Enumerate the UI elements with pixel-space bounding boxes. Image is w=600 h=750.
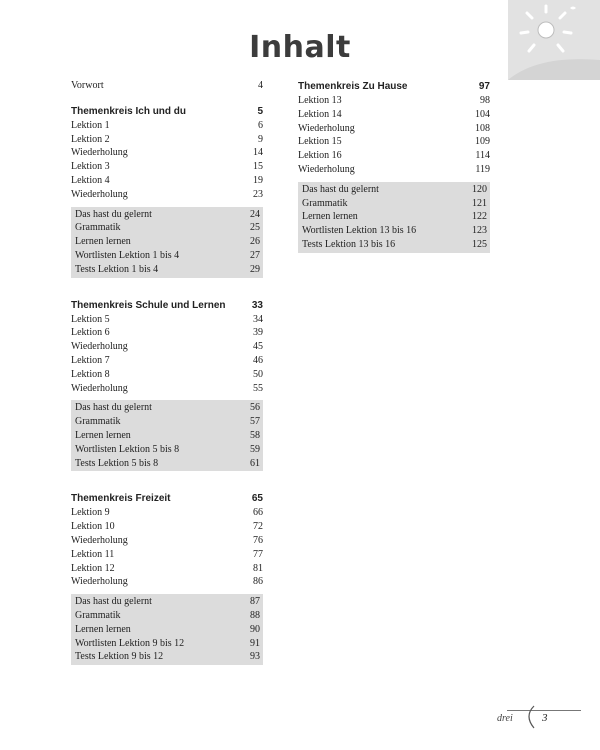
section-title: Themenkreis Schule und Lernen	[71, 299, 226, 311]
entry-label: Lernen lernen	[302, 211, 358, 223]
toc-entry[interactable]	[75, 443, 260, 457]
entry-page: 120	[472, 183, 487, 195]
toc-entry[interactable]	[75, 415, 260, 429]
entry-page: 108	[475, 122, 490, 134]
toc-entry[interactable]	[75, 401, 260, 415]
entry-page: 58	[250, 429, 260, 441]
toc-entry[interactable]	[75, 457, 260, 471]
toc-entry[interactable]	[75, 637, 260, 651]
page-title: Inhalt	[249, 30, 351, 65]
entry-page: 90	[250, 623, 260, 635]
entry-label: Tests Lektion 9 bis 12	[75, 651, 164, 663]
section-page: 33	[251, 299, 263, 311]
entry-label: Wiederholung	[298, 122, 355, 134]
toc-entry[interactable]	[298, 149, 490, 163]
toc-entry[interactable]	[71, 313, 263, 327]
entry-label: Lektion 12	[71, 562, 115, 574]
toc-entry[interactable]	[71, 534, 263, 548]
entry-label: Lektion 15	[298, 136, 342, 148]
entry-label: Lektion 5	[71, 313, 110, 325]
section-page: 97	[478, 81, 490, 92]
entry-page: 93	[250, 651, 260, 663]
entry-label: Wiederholung	[298, 163, 355, 175]
toc-entry[interactable]	[75, 609, 260, 623]
toc-entry[interactable]	[298, 122, 490, 136]
entry-page: 9	[258, 133, 263, 145]
entry-page: 72	[253, 521, 263, 533]
entry-page: 46	[253, 354, 263, 366]
entry-label: Wiederholung	[71, 382, 128, 394]
toc-entry[interactable]	[75, 429, 260, 443]
entry-page: 77	[253, 548, 263, 560]
entry-label: Wortlisten Lektion 13 bis 16	[302, 225, 417, 237]
toc-entry[interactable]	[71, 562, 263, 576]
entry-label: Grammatik	[75, 416, 121, 428]
sun-icon	[508, 0, 600, 80]
entry-page: 26	[250, 236, 260, 248]
entry-page: 19	[253, 174, 263, 186]
toc-entry[interactable]	[302, 224, 487, 238]
toc-entry[interactable]	[298, 108, 490, 122]
entry-label: Lektion 14	[298, 108, 342, 120]
toc-entry[interactable]	[298, 135, 490, 149]
entry-page: 29	[250, 263, 260, 275]
entry-label: Wiederholung	[71, 341, 128, 353]
entry-page: 125	[472, 238, 487, 250]
entry-page: 34	[253, 313, 263, 325]
toc-entry[interactable]	[75, 595, 260, 609]
toc-entry[interactable]	[71, 548, 263, 562]
entry-label: Wiederholung	[71, 534, 128, 546]
entry-page: 114	[475, 150, 490, 162]
entry-label: Tests Lektion 5 bis 8	[75, 457, 159, 469]
entry-page: 57	[250, 416, 260, 428]
entry-page: 50	[253, 368, 263, 380]
toc-entry[interactable]	[71, 119, 263, 133]
section-heading[interactable]	[71, 491, 263, 506]
footer-page-word: drei	[497, 713, 513, 724]
entry-label: Tests Lektion 13 bis 16	[302, 238, 396, 250]
toc-column-right	[298, 79, 490, 253]
entry-page: 88	[250, 609, 260, 621]
toc-entry[interactable]	[75, 249, 260, 263]
toc-entry[interactable]	[71, 340, 263, 354]
toc-entry[interactable]	[75, 263, 260, 277]
toc-entry[interactable]	[75, 235, 260, 249]
section-heading[interactable]	[71, 104, 263, 119]
entry-page: 14	[253, 147, 263, 159]
entry-label: Wiederholung	[71, 576, 128, 588]
moon-arc-icon	[520, 704, 538, 730]
entry-label: Lektion 4	[71, 174, 110, 186]
entry-label: Vorwort	[71, 80, 104, 91]
entry-page: 123	[472, 225, 487, 237]
entry-page: 122	[472, 211, 487, 223]
toc-entry[interactable]	[71, 133, 263, 147]
toc-entry[interactable]	[298, 163, 490, 177]
toc-entry[interactable]	[302, 183, 487, 197]
toc-entry[interactable]	[71, 160, 263, 174]
entry-label: Lektion 3	[71, 161, 110, 173]
extras-block	[71, 594, 263, 665]
entry-page: 27	[250, 249, 260, 261]
extras-block	[71, 400, 263, 471]
entry-page: 15	[253, 161, 263, 173]
entry-label: Lektion 9	[71, 507, 110, 519]
entry-label: Lektion 1	[71, 119, 110, 131]
entry-page: 59	[250, 443, 260, 455]
section-page: 65	[251, 493, 263, 505]
toc-entry[interactable]	[71, 506, 263, 520]
entry-page: 56	[250, 402, 260, 414]
entry-page: 45	[253, 341, 263, 353]
extras-block	[298, 182, 490, 253]
toc-entry[interactable]	[71, 79, 263, 93]
toc-column-left	[71, 79, 263, 665]
entry-page: 104	[475, 108, 490, 120]
toc-entry[interactable]	[71, 354, 263, 368]
extras-block	[71, 207, 263, 278]
entry-page: 61	[250, 457, 260, 469]
toc-entry[interactable]	[75, 208, 260, 222]
entry-page: 109	[475, 136, 490, 148]
entry-page: 87	[250, 596, 260, 608]
footer-page-number: 3	[542, 712, 548, 724]
entry-label: Das hast du gelernt	[75, 402, 152, 414]
entry-label: Lektion 6	[71, 327, 110, 339]
toc-entry[interactable]	[75, 650, 260, 664]
section-heading[interactable]	[298, 79, 490, 94]
entry-label: Lektion 2	[71, 133, 110, 145]
entry-label: Grammatik	[75, 222, 121, 234]
entry-page: 98	[480, 95, 490, 106]
entry-page: 121	[472, 197, 487, 209]
entry-page: 4	[258, 80, 263, 91]
entry-page: 55	[253, 382, 263, 394]
section-title: Themenkreis Ich und du	[71, 105, 187, 117]
toc-entry[interactable]	[75, 623, 260, 637]
toc-entry[interactable]	[71, 575, 263, 589]
entry-label: Lektion 8	[71, 368, 110, 380]
toc-entry[interactable]	[75, 221, 260, 235]
entry-label: Das hast du gelernt	[302, 183, 379, 195]
toc-entry[interactable]	[302, 210, 487, 224]
entry-label: Lektion 13	[298, 95, 342, 106]
entry-label: Wortlisten Lektion 5 bis 8	[75, 443, 180, 455]
entry-page: 86	[253, 576, 263, 588]
entry-page: 66	[253, 507, 263, 519]
entry-label: Das hast du gelernt	[75, 208, 152, 220]
entry-page: 76	[253, 534, 263, 546]
entry-label: Lektion 16	[298, 150, 342, 162]
toc-entry[interactable]	[298, 94, 490, 108]
toc-entry[interactable]	[71, 174, 263, 188]
toc-entry[interactable]	[71, 188, 263, 202]
toc-entry[interactable]	[302, 238, 487, 252]
entry-label: Lektion 10	[71, 521, 115, 533]
entry-label: Das hast du gelernt	[75, 596, 152, 608]
toc-entry[interactable]	[302, 197, 487, 211]
entry-label: Grammatik	[302, 197, 348, 209]
entry-page: 39	[253, 327, 263, 339]
entry-label: Lernen lernen	[75, 429, 131, 441]
entry-label: Wiederholung	[71, 147, 128, 159]
corner-sun-decoration	[508, 0, 600, 80]
footer-rule	[507, 710, 581, 711]
entry-label: Grammatik	[75, 609, 121, 621]
toc-entry[interactable]	[71, 520, 263, 534]
entry-page: 6	[258, 119, 263, 131]
section-title: Themenkreis Zu Hause	[298, 81, 408, 92]
entry-label: Lernen lernen	[75, 236, 131, 248]
entry-page: 91	[250, 637, 260, 649]
entry-page: 24	[250, 208, 260, 220]
toc-entry[interactable]	[71, 368, 263, 382]
entry-page: 119	[475, 163, 490, 175]
entry-label: Lektion 11	[71, 548, 115, 560]
toc-entry[interactable]	[71, 326, 263, 340]
entry-page: 81	[253, 562, 263, 574]
entry-label: Tests Lektion 1 bis 4	[75, 263, 159, 275]
entry-label: Wiederholung	[71, 188, 128, 200]
entry-label: Lektion 7	[71, 354, 110, 366]
section-heading[interactable]	[71, 298, 263, 313]
entry-label: Wortlisten Lektion 9 bis 12	[75, 637, 185, 649]
section-title: Themenkreis Freizeit	[71, 493, 171, 505]
entry-page: 23	[253, 188, 263, 200]
entry-label: Wortlisten Lektion 1 bis 4	[75, 249, 180, 261]
toc-entry[interactable]	[71, 382, 263, 396]
toc-entry[interactable]	[71, 146, 263, 160]
entry-page: 25	[250, 222, 260, 234]
entry-label: Lernen lernen	[75, 623, 131, 635]
section-page: 5	[257, 105, 263, 117]
